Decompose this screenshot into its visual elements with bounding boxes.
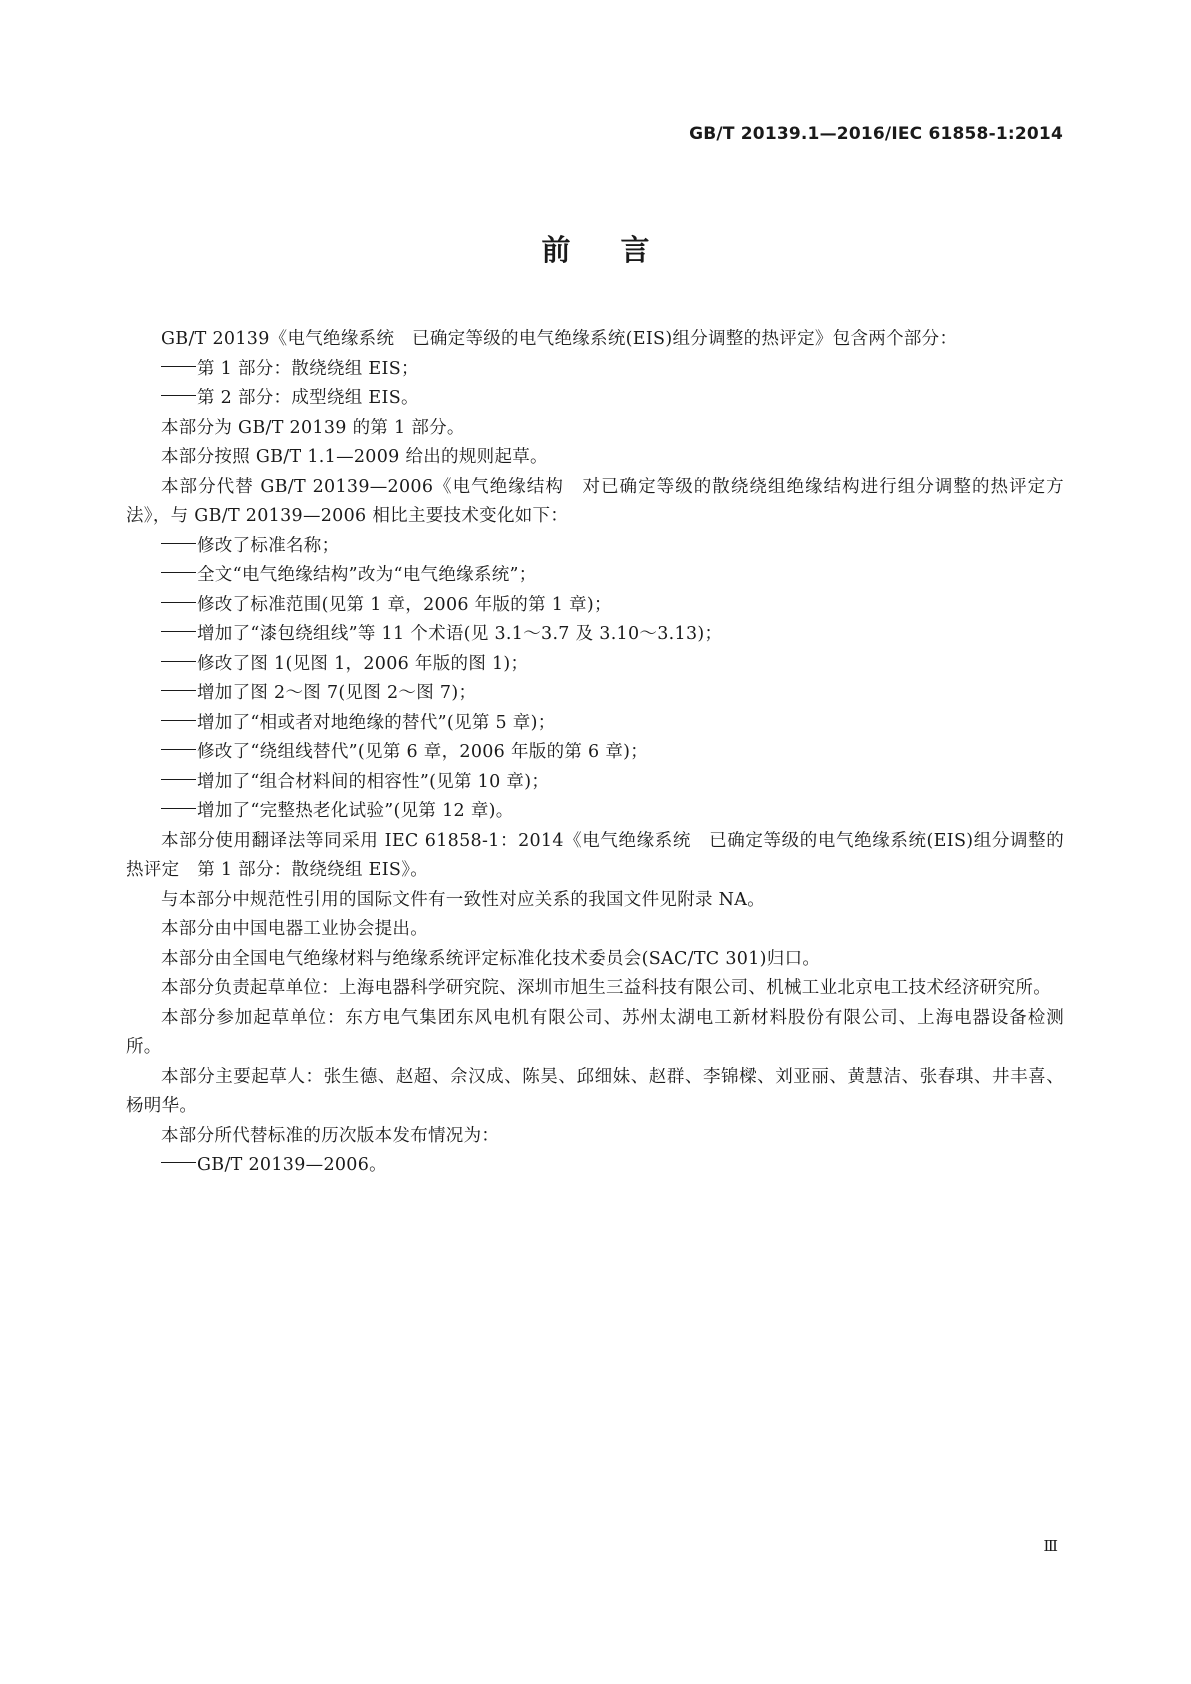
em-dash [161, 366, 196, 367]
paragraph: 本部分代替 GB/T 20139—2006《电气绝缘结构 对已确定等级的散绕绕组绝缘结构进行组分调整的热评定方法》，与 GB/T 20139—2006 相比主要技术变化如下： [126, 476, 1064, 526]
list-item-text: 增加了“完整热老化试验”(见第 12 章)。 [197, 801, 514, 821]
list-item-text: 修改了“绕组线替代”(见第 6 章，2006 年版的第 6 章)； [197, 742, 649, 762]
list-item-text: 修改了图 1(见图 1，2006 年版的图 1)； [197, 653, 529, 674]
list-item-text: 修改了标准名称； [197, 535, 340, 556]
list-item [126, 738, 1064, 768]
list-item-text: 增加了“漆包绕组线”等 11 个术语(见 3.1～3.7 及 3.10～3.13)； [197, 624, 723, 644]
list-item [126, 1151, 1064, 1181]
list-item [126, 532, 1064, 562]
list-item [126, 591, 1064, 621]
list-item-text: 增加了“相或者对地绝缘的替代”(见第 5 章)； [197, 712, 556, 733]
list-item-text: 修改了标准范围(见第 1 章，2006 年版的第 1 章)； [197, 594, 612, 615]
list-item-text: 第 1 部分：散绕绕组 EIS； [197, 358, 419, 379]
list-item [126, 561, 1064, 591]
em-dash [161, 779, 196, 780]
em-dash [161, 395, 196, 396]
paragraph: 本部分所代替标准的历次版本发布情况为： [161, 1125, 500, 1146]
page-title: 前言 [541, 233, 700, 267]
paragraph: 本部分由全国电气绝缘材料与绝缘系统评定标准化技术委员会(SAC/TC 301)归口。 [161, 948, 821, 969]
paragraph: 本部分为 GB/T 20139 的第 1 部分。 [161, 417, 465, 438]
list-item-text: 增加了“组合材料间的相容性”(见第 10 章)； [197, 771, 550, 792]
em-dash [161, 808, 196, 809]
foreword-body [126, 325, 1064, 1181]
em-dash [161, 661, 196, 662]
list-item [126, 709, 1064, 739]
em-dash [161, 631, 196, 632]
em-dash [161, 572, 196, 573]
list-item-text: 全文“电气绝缘结构”改为“电气绝缘系统”； [197, 565, 537, 585]
paragraph: 本部分使用翻译法等同采用 IEC 61858-1：2014《电气绝缘系统 已确定等级的电气绝缘系统(EIS)组分调整的热评定 第 1 部分：散绕绕组 EIS》。 [126, 830, 1064, 880]
em-dash [161, 749, 196, 750]
list-item [126, 650, 1064, 680]
list-item-text: 增加了图 2～图 7(见图 2～图 7)； [197, 683, 477, 703]
paragraph: 与本部分中规范性引用的国际文件有一致性对应关系的我国文件见附录 NA。 [161, 889, 766, 910]
list-item [126, 768, 1064, 798]
paragraph: 本部分负责起草单位：上海电器科学研究院、深圳市旭生三益科技有限公司、机械工业北京电工技术经济研究所。 [161, 978, 1051, 998]
list-item-text: GB/T 20139—2006。 [197, 1155, 387, 1175]
em-dash [161, 1162, 196, 1163]
standard-code-header: GB/T 20139.1—2016/IEC 61858-1:2014 [689, 124, 1063, 144]
list-item [126, 679, 1064, 709]
list-item [126, 620, 1064, 650]
list-item [126, 797, 1064, 827]
list-item [126, 384, 1064, 414]
list-item [126, 355, 1064, 385]
page-number: Ⅲ [1043, 1537, 1058, 1555]
paragraph: 本部分参加起草单位：东方电气集团东风电机有限公司、苏州太湖电工新材料股份有限公司、上海电器设备检测所。 [126, 1007, 1064, 1057]
em-dash [161, 690, 196, 691]
paragraph: 本部分主要起草人：张生德、赵超、佘汉成、陈昊、邱细妹、赵群、李锦樑、刘亚丽、黄慧洁、张春琪、井丰喜、杨明华。 [126, 1066, 1064, 1116]
paragraph: 本部分由中国电器工业协会提出。 [161, 919, 428, 939]
paragraph: 本部分按照 GB/T 1.1—2009 给出的规则起草。 [161, 447, 548, 467]
paragraph: GB/T 20139《电气绝缘系统 已确定等级的电气绝缘系统(EIS)组分调整的热评定》包含两个部分： [161, 329, 958, 349]
em-dash [161, 720, 196, 721]
em-dash [161, 543, 196, 544]
list-item-text: 第 2 部分：成型绕组 EIS。 [197, 388, 419, 408]
em-dash [161, 602, 196, 603]
